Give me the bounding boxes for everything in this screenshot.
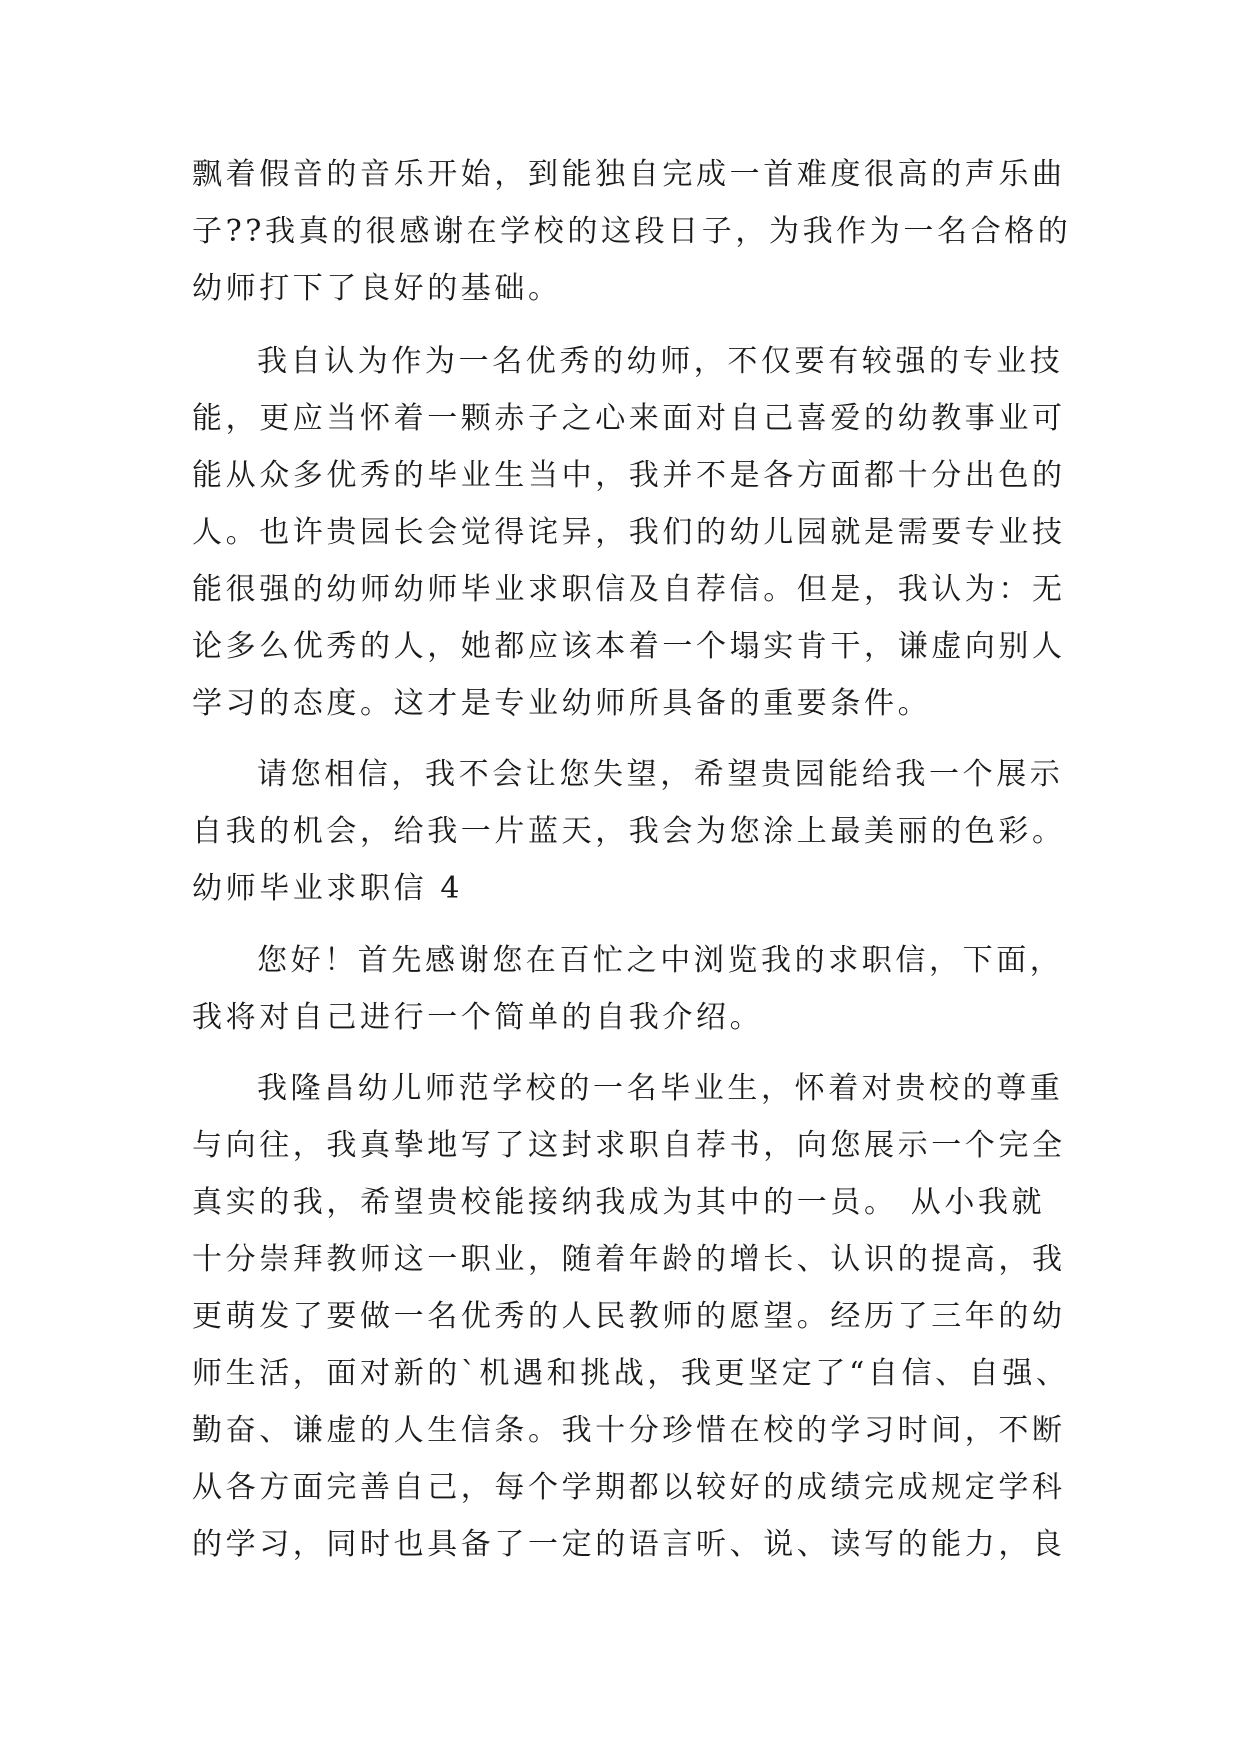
- paragraph-first-line: 请您相信，我不会让您失望，希望贵园能给我一个展示: [257, 757, 1064, 792]
- paragraph-first-line: 您好！首先感谢您在百忙之中浏览我的求职信，下面，: [257, 943, 1064, 978]
- text-line: 子??我真的很感谢在学校的这段日子，为我作为一名合格的: [192, 214, 1072, 249]
- text-line: 的学习，同时也具备了一定的语言听、说、读写的能力，良: [192, 1527, 1066, 1562]
- text-line: 能，更应当怀着一颗赤子之心来面对自己喜爱的幼教事业可: [192, 401, 1066, 436]
- text-line: 学习的态度。这才是专业幼师所具备的重要条件。: [192, 686, 932, 721]
- paragraph-first-line: 我自认为作为一名优秀的幼师，不仅要有较强的专业技: [257, 344, 1064, 379]
- text-line: 师生活，面对新的`机遇和挑战，我更坚定了“自信、自强、: [192, 1356, 1070, 1391]
- text-line: 自我的机会，给我一片蓝天，我会为您涂上最美丽的色彩。: [192, 814, 1066, 849]
- text-line: 十分崇拜教师这一职业，随着年龄的增长、认识的提高，我: [192, 1242, 1066, 1277]
- paragraph-first-line: 我隆昌幼儿师范学校的一名毕业生，怀着对贵校的尊重: [257, 1071, 1064, 1106]
- text-line: 幼师打下了良好的基础。: [192, 271, 562, 306]
- section-heading: 幼师毕业求职信 4: [192, 871, 464, 906]
- text-line: 勤奋、谦虚的人生信条。我十分珍惜在校的学习时间，不断: [192, 1413, 1066, 1448]
- text-line: 飘着假音的音乐开始，到能独自完成一首难度很高的声乐曲: [192, 157, 1066, 192]
- text-line: 更萌发了要做一名优秀的人民教师的愿望。经历了三年的幼: [192, 1299, 1066, 1334]
- text-line: 与向往，我真挚地写了这封求职自荐书，向您展示一个完全: [192, 1128, 1066, 1163]
- text-line: 能很强的幼师幼师毕业求职信及自荐信。但是，我认为：无: [192, 572, 1066, 607]
- text-line: 能从众多优秀的毕业生当中，我并不是各方面都十分出色的: [192, 458, 1066, 493]
- text-line: 论多么优秀的人，她都应该本着一个塌实肯干，谦虚向别人: [192, 629, 1066, 664]
- text-line: 真实的我，希望贵校能接纳我成为其中的一员。 从小我就: [192, 1185, 1046, 1220]
- text-line: 从各方面完善自己，每个学期都以较好的成绩完成规定学科: [192, 1470, 1066, 1505]
- text-line: 人。也许贵园长会觉得诧异，我们的幼儿园就是需要专业技: [192, 515, 1066, 550]
- text-line: 我将对自己进行一个简单的自我介绍。: [192, 1000, 764, 1035]
